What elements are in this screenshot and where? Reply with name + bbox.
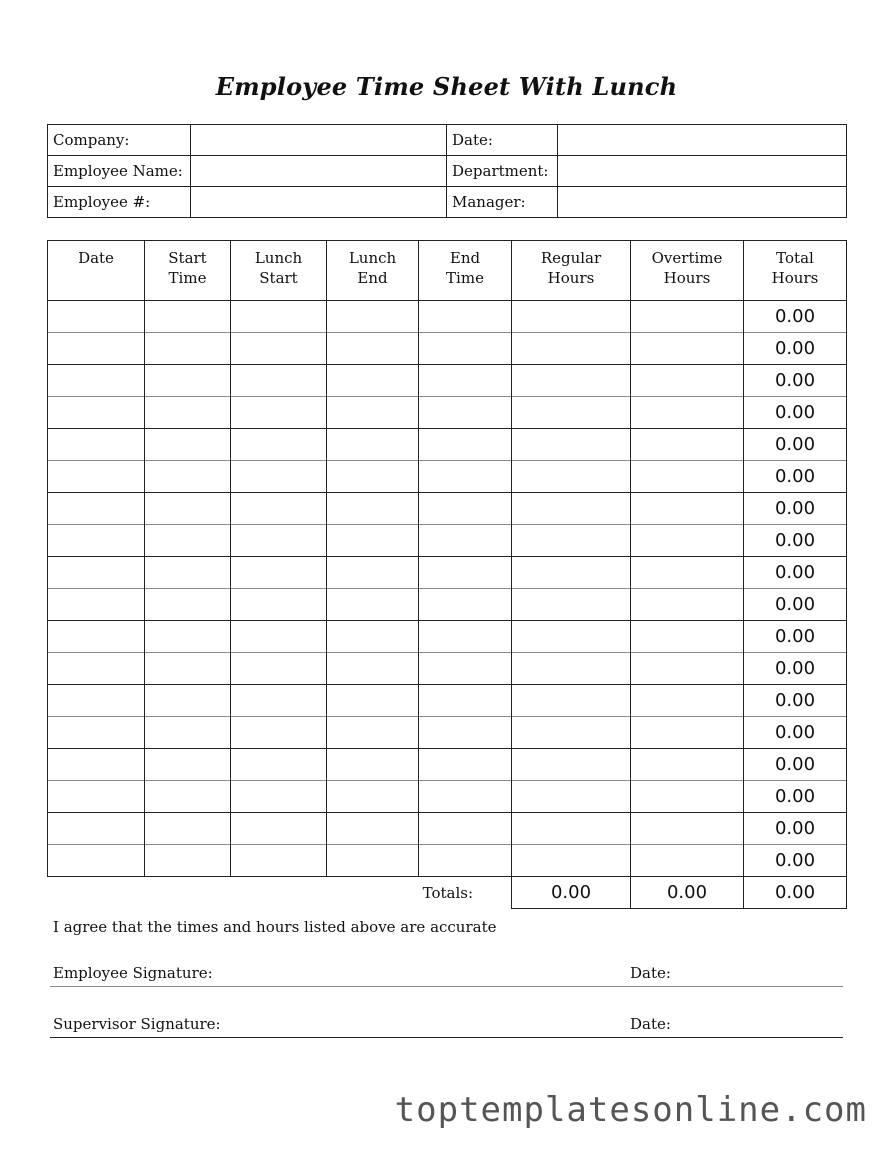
cell-start-time[interactable] [145, 557, 231, 589]
table-row [48, 493, 847, 525]
cell-date[interactable] [48, 589, 145, 621]
cell-regular-hours[interactable] [512, 653, 631, 685]
column-header-start-time: Start Time [145, 241, 231, 301]
cell-total-hours: 0.00 [744, 461, 847, 493]
cell-start-time[interactable] [145, 685, 231, 717]
cell-start-time[interactable] [145, 749, 231, 781]
employee-info-table [47, 124, 847, 218]
employee-name-field[interactable] [191, 156, 447, 187]
cell-date[interactable] [48, 493, 145, 525]
cell-regular-hours[interactable] [512, 557, 631, 589]
cell-start-time[interactable] [145, 621, 231, 653]
cell-lunch-start[interactable] [231, 589, 327, 621]
cell-lunch-start[interactable] [231, 781, 327, 813]
cell-regular-hours[interactable] [512, 525, 631, 557]
cell-overtime-hours[interactable] [631, 589, 744, 621]
cell-lunch-start[interactable] [231, 429, 327, 461]
date-field[interactable] [558, 125, 847, 156]
cell-end-time[interactable] [419, 781, 512, 813]
cell-total-hours: 0.00 [744, 653, 847, 685]
time-sheet-table [47, 240, 847, 909]
cell-lunch-start[interactable] [231, 525, 327, 557]
cell-end-time[interactable] [419, 429, 512, 461]
cell-end-time[interactable] [419, 493, 512, 525]
cell-start-time[interactable] [145, 365, 231, 397]
cell-lunch-end[interactable] [327, 813, 419, 845]
cell-end-time[interactable] [419, 653, 512, 685]
supervisor-signature-date-label: Date: [630, 1015, 671, 1033]
cell-lunch-end[interactable] [327, 589, 419, 621]
table-row [48, 845, 847, 877]
cell-lunch-end[interactable] [327, 653, 419, 685]
table-row [48, 653, 847, 685]
cell-total-hours: 0.00 [744, 845, 847, 877]
cell-date[interactable] [48, 621, 145, 653]
cell-start-time[interactable] [145, 493, 231, 525]
cell-date[interactable] [48, 781, 145, 813]
employee-number-label: Employee #: [48, 187, 191, 218]
cell-regular-hours[interactable] [512, 749, 631, 781]
cell-overtime-hours[interactable] [631, 781, 744, 813]
cell-total-hours: 0.00 [744, 493, 847, 525]
cell-regular-hours[interactable] [512, 397, 631, 429]
cell-overtime-hours[interactable] [631, 685, 744, 717]
table-row [48, 429, 847, 461]
column-header-overtime-hours: Overtime Hours [631, 241, 744, 301]
cell-end-time[interactable] [419, 717, 512, 749]
cell-overtime-hours[interactable] [631, 717, 744, 749]
cell-start-time[interactable] [145, 301, 231, 333]
cell-start-time[interactable] [145, 589, 231, 621]
table-row [48, 781, 847, 813]
cell-lunch-start[interactable] [231, 461, 327, 493]
cell-lunch-start[interactable] [231, 301, 327, 333]
cell-end-time[interactable] [419, 589, 512, 621]
cell-start-time[interactable] [145, 813, 231, 845]
cell-regular-hours[interactable] [512, 781, 631, 813]
cell-date[interactable] [48, 429, 145, 461]
cell-overtime-hours[interactable] [631, 493, 744, 525]
cell-overtime-hours[interactable] [631, 557, 744, 589]
cell-overtime-hours[interactable] [631, 845, 744, 877]
cell-start-time[interactable] [145, 781, 231, 813]
cell-lunch-end[interactable] [327, 493, 419, 525]
column-header-regular-hours: Regular Hours [512, 241, 631, 301]
cell-lunch-start[interactable] [231, 845, 327, 877]
cell-overtime-hours[interactable] [631, 749, 744, 781]
supervisor-signature-label: Supervisor Signature: [53, 1015, 221, 1033]
cell-total-hours: 0.00 [744, 365, 847, 397]
cell-lunch-end[interactable] [327, 365, 419, 397]
agreement-text: I agree that the times and hours listed above are accurate [53, 918, 497, 936]
table-row [48, 749, 847, 781]
cell-regular-hours[interactable] [512, 685, 631, 717]
cell-date[interactable] [48, 845, 145, 877]
cell-regular-hours[interactable] [512, 589, 631, 621]
cell-lunch-end[interactable] [327, 717, 419, 749]
cell-regular-hours[interactable] [512, 845, 631, 877]
column-header-end-time: End Time [419, 241, 512, 301]
employee-signature-date-label: Date: [630, 964, 671, 982]
cell-total-hours: 0.00 [744, 589, 847, 621]
grand-total-hours: 0.00 [744, 877, 847, 909]
cell-start-time[interactable] [145, 333, 231, 365]
cell-regular-hours[interactable] [512, 813, 631, 845]
cell-regular-hours[interactable] [512, 365, 631, 397]
cell-lunch-end[interactable] [327, 333, 419, 365]
cell-end-time[interactable] [419, 813, 512, 845]
date-label: Date: [447, 125, 558, 156]
cell-overtime-hours[interactable] [631, 397, 744, 429]
cell-lunch-end[interactable] [327, 845, 419, 877]
cell-end-time[interactable] [419, 685, 512, 717]
department-label: Department: [447, 156, 558, 187]
cell-lunch-end[interactable] [327, 685, 419, 717]
cell-date[interactable] [48, 653, 145, 685]
table-row [48, 365, 847, 397]
table-row [48, 621, 847, 653]
cell-total-hours: 0.00 [744, 621, 847, 653]
table-row [48, 525, 847, 557]
cell-lunch-start[interactable] [231, 717, 327, 749]
cell-lunch-start[interactable] [231, 813, 327, 845]
cell-overtime-hours[interactable] [631, 429, 744, 461]
cell-end-time[interactable] [419, 397, 512, 429]
column-header-lunch-end: Lunch End [327, 241, 419, 301]
cell-regular-hours[interactable] [512, 493, 631, 525]
table-row [48, 397, 847, 429]
cell-end-time[interactable] [419, 621, 512, 653]
cell-date[interactable] [48, 717, 145, 749]
manager-field[interactable] [558, 187, 847, 218]
cell-date[interactable] [48, 813, 145, 845]
cell-start-time[interactable] [145, 653, 231, 685]
cell-date[interactable] [48, 365, 145, 397]
table-row [48, 813, 847, 845]
cell-total-hours: 0.00 [744, 333, 847, 365]
cell-date[interactable] [48, 685, 145, 717]
cell-total-hours: 0.00 [744, 749, 847, 781]
table-row [48, 717, 847, 749]
cell-lunch-start[interactable] [231, 685, 327, 717]
column-header-date: Date [48, 241, 145, 301]
supervisor-signature-line[interactable] [50, 1015, 843, 1038]
cell-overtime-hours[interactable] [631, 525, 744, 557]
employee-signature-label: Employee Signature: [53, 964, 213, 982]
manager-label: Manager: [447, 187, 558, 218]
cell-regular-hours[interactable] [512, 621, 631, 653]
cell-lunch-end[interactable] [327, 525, 419, 557]
cell-lunch-start[interactable] [231, 333, 327, 365]
cell-total-hours: 0.00 [744, 685, 847, 717]
column-header-total-hours: Total Hours [744, 241, 847, 301]
cell-date[interactable] [48, 525, 145, 557]
table-row [48, 685, 847, 717]
employee-signature-line[interactable] [50, 964, 843, 987]
cell-start-time[interactable] [145, 845, 231, 877]
cell-end-time[interactable] [419, 461, 512, 493]
cell-date[interactable] [48, 461, 145, 493]
cell-overtime-hours[interactable] [631, 333, 744, 365]
cell-lunch-end[interactable] [327, 749, 419, 781]
employee-name-label: Employee Name: [48, 156, 191, 187]
cell-lunch-start[interactable] [231, 621, 327, 653]
cell-start-time[interactable] [145, 525, 231, 557]
totals-label: Totals: [422, 883, 473, 902]
cell-overtime-hours[interactable] [631, 621, 744, 653]
cell-lunch-start[interactable] [231, 557, 327, 589]
cell-total-hours: 0.00 [744, 717, 847, 749]
cell-end-time[interactable] [419, 557, 512, 589]
cell-date[interactable] [48, 749, 145, 781]
cell-lunch-end[interactable] [327, 557, 419, 589]
cell-start-time[interactable] [145, 429, 231, 461]
cell-total-hours: 0.00 [744, 813, 847, 845]
totals-row [48, 877, 847, 909]
cell-lunch-end[interactable] [327, 429, 419, 461]
cell-total-hours: 0.00 [744, 557, 847, 589]
cell-lunch-start[interactable] [231, 749, 327, 781]
page-title: Employee Time Sheet With Lunch [215, 72, 678, 101]
table-row [48, 461, 847, 493]
cell-lunch-start[interactable] [231, 397, 327, 429]
watermark: toptemplatesonline.com [394, 1090, 867, 1130]
cell-date[interactable] [48, 557, 145, 589]
cell-date[interactable] [48, 333, 145, 365]
company-field[interactable] [191, 125, 447, 156]
cell-lunch-start[interactable] [231, 653, 327, 685]
table-row [48, 333, 847, 365]
cell-start-time[interactable] [145, 461, 231, 493]
cell-lunch-end[interactable] [327, 461, 419, 493]
department-field[interactable] [558, 156, 847, 187]
company-label: Company: [48, 125, 191, 156]
table-row [48, 301, 847, 333]
cell-lunch-start[interactable] [231, 365, 327, 397]
cell-lunch-end[interactable] [327, 301, 419, 333]
cell-lunch-end[interactable] [327, 397, 419, 429]
cell-lunch-end[interactable] [327, 621, 419, 653]
cell-end-time[interactable] [419, 525, 512, 557]
cell-start-time[interactable] [145, 717, 231, 749]
cell-regular-hours[interactable] [512, 717, 631, 749]
cell-end-time[interactable] [419, 749, 512, 781]
cell-overtime-hours[interactable] [631, 813, 744, 845]
cell-date[interactable] [48, 301, 145, 333]
cell-overtime-hours[interactable] [631, 461, 744, 493]
cell-total-hours: 0.00 [744, 429, 847, 461]
cell-total-hours: 0.00 [744, 525, 847, 557]
cell-end-time[interactable] [419, 845, 512, 877]
cell-overtime-hours[interactable] [631, 365, 744, 397]
cell-regular-hours[interactable] [512, 301, 631, 333]
cell-regular-hours[interactable] [512, 429, 631, 461]
cell-end-time[interactable] [419, 333, 512, 365]
table-header-row [48, 241, 847, 301]
cell-lunch-end[interactable] [327, 781, 419, 813]
employee-number-field[interactable] [191, 187, 447, 218]
table-row [48, 589, 847, 621]
table-row [48, 557, 847, 589]
cell-overtime-hours[interactable] [631, 653, 744, 685]
cell-overtime-hours[interactable] [631, 301, 744, 333]
cell-regular-hours[interactable] [512, 461, 631, 493]
total-regular-hours: 0.00 [512, 877, 631, 909]
cell-total-hours: 0.00 [744, 301, 847, 333]
cell-start-time[interactable] [145, 397, 231, 429]
cell-total-hours: 0.00 [744, 781, 847, 813]
cell-end-time[interactable] [419, 301, 512, 333]
column-header-lunch-start: Lunch Start [231, 241, 327, 301]
cell-lunch-start[interactable] [231, 493, 327, 525]
cell-end-time[interactable] [419, 365, 512, 397]
cell-regular-hours[interactable] [512, 333, 631, 365]
cell-total-hours: 0.00 [744, 397, 847, 429]
cell-date[interactable] [48, 397, 145, 429]
total-overtime-hours: 0.00 [631, 877, 744, 909]
